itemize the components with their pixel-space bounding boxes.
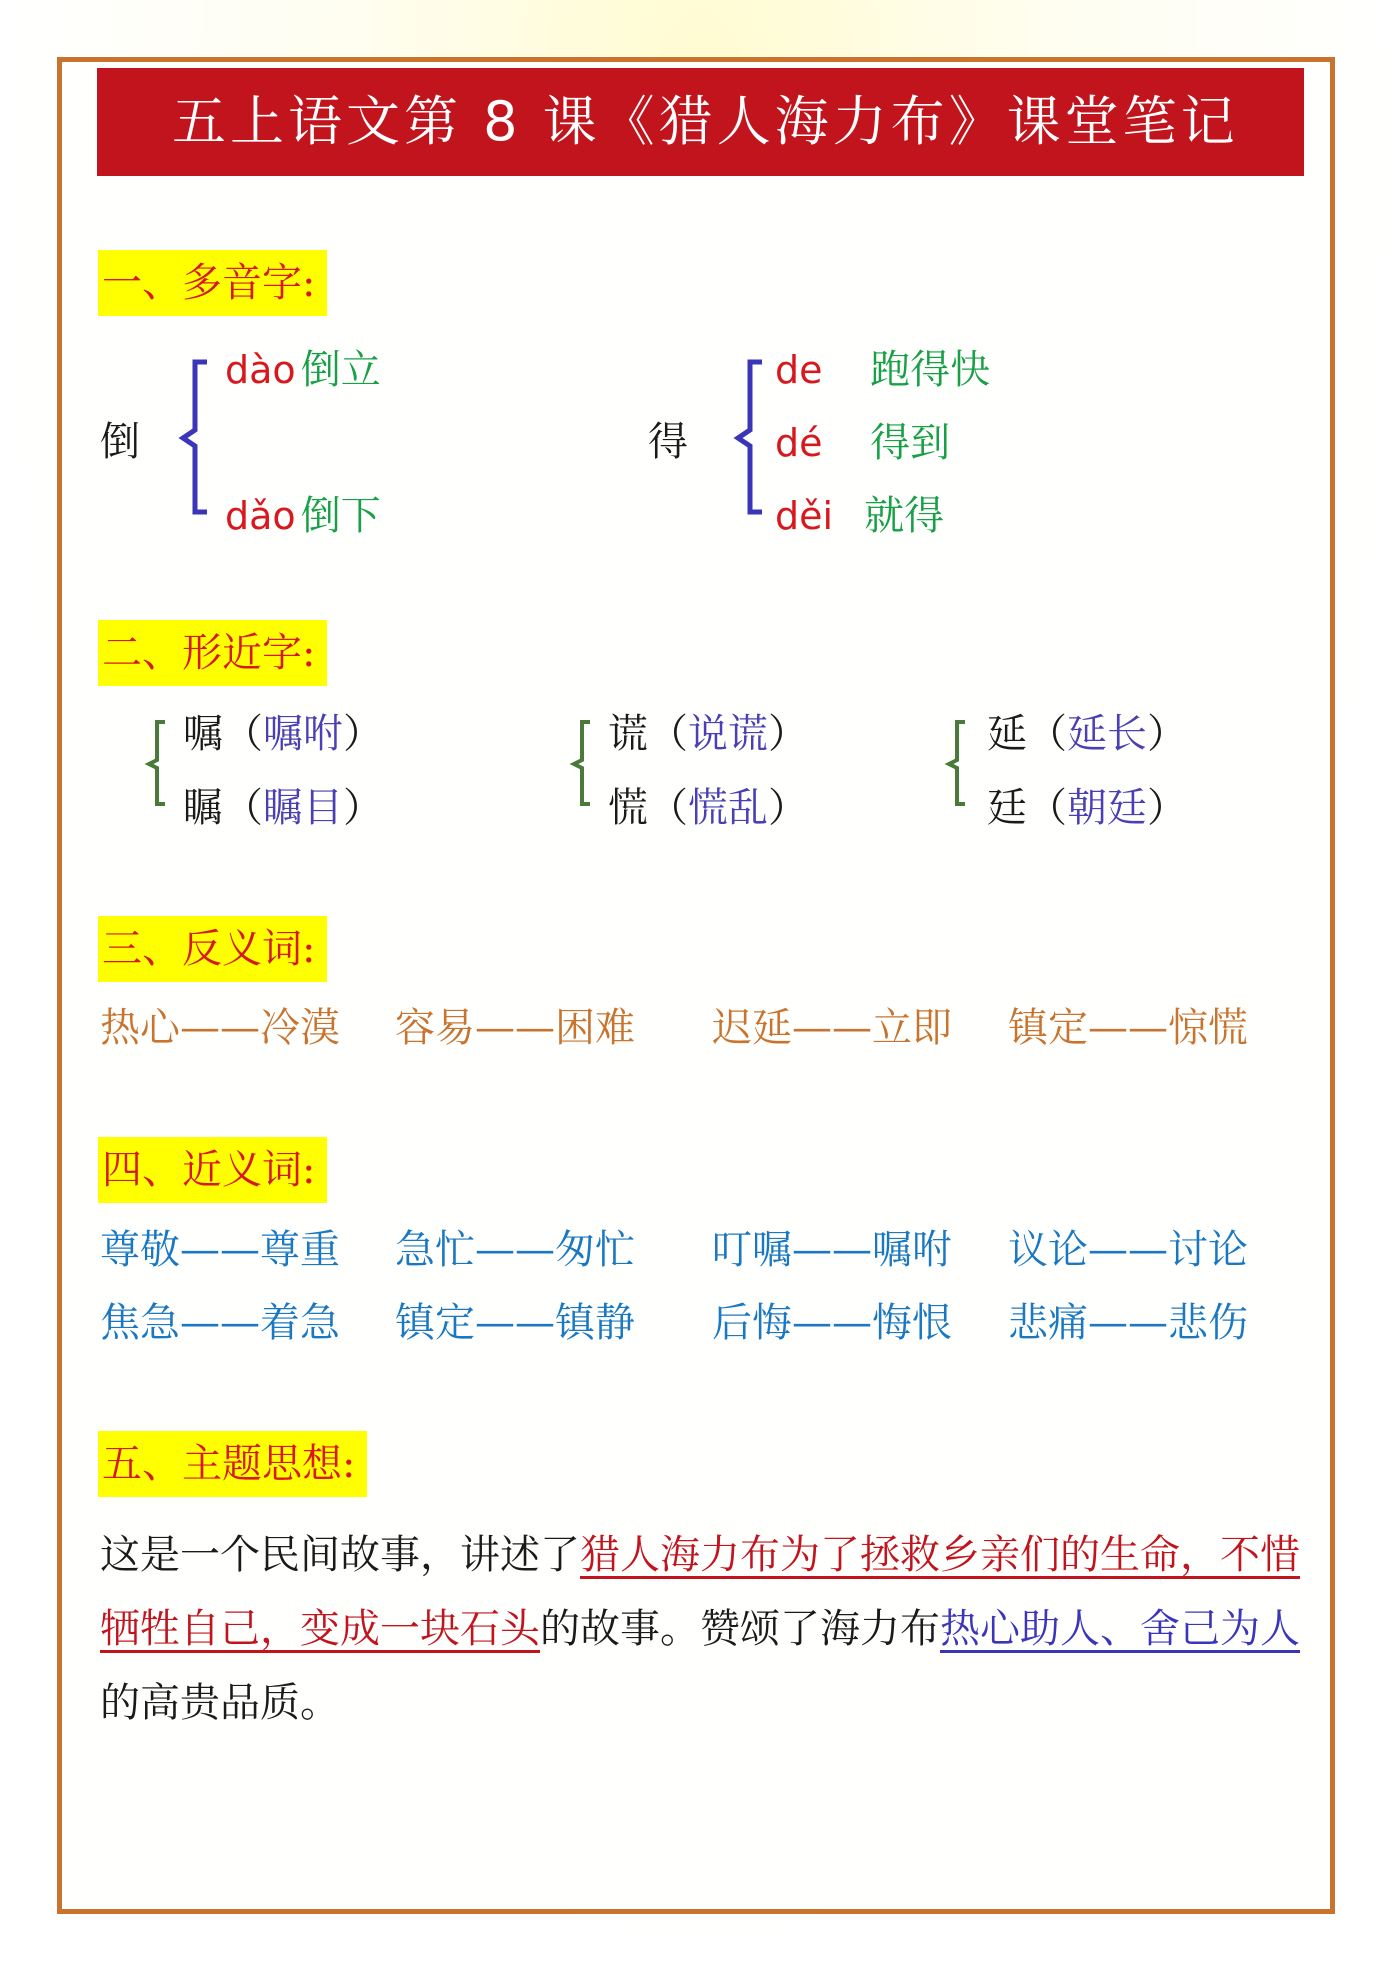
polyphonic-entry: dé 得到	[775, 420, 951, 466]
page-title: 五上语文第 8 课《猎人海力布》课堂笔记	[97, 68, 1304, 176]
synonym-pair: 急忙——匆忙	[395, 1227, 635, 1273]
synonym-pair: 议论——讨论	[1008, 1227, 1248, 1273]
section-heading-antonyms: 三、反义词:	[98, 916, 327, 982]
theme-highlight-blue: 热心助人、舍己为人	[940, 1606, 1300, 1652]
theme-text: 这是一个民间故事，讲述了	[100, 1532, 580, 1578]
section-heading-polyphonic: 一、多音字:	[98, 250, 327, 316]
theme-text: 的故事。赞颂了海力布	[540, 1606, 940, 1652]
theme-paragraph	[100, 1518, 1300, 1740]
antonym-pair: 热心——冷漠	[100, 1005, 340, 1051]
section-heading-theme: 五、主题思想:	[98, 1431, 367, 1497]
brace-icon	[945, 718, 975, 808]
polyphonic-char-de: 得	[648, 419, 688, 465]
synonym-pair: 镇定——镇静	[395, 1300, 635, 1346]
section-heading-similar-chars: 二、形近字:	[98, 620, 327, 686]
brace-icon	[570, 718, 600, 808]
theme-highlight-red: 猎人海力布为了拯救乡亲们的生命，不惜牺牲自己，变成一块石头	[100, 1532, 1300, 1652]
antonym-pair: 镇定——惊慌	[1008, 1005, 1248, 1051]
synonym-pair: 尊敬——尊重	[100, 1227, 340, 1273]
similar-char-entry: 廷（朝廷）	[987, 785, 1187, 831]
synonym-pair: 悲痛——悲伤	[1008, 1300, 1248, 1346]
similar-char-entry: 延（延长）	[987, 711, 1187, 757]
synonym-pair: 叮嘱——嘱咐	[712, 1227, 952, 1273]
section-heading-synonyms: 四、近义词:	[98, 1137, 327, 1203]
similar-char-entry: 瞩（瞩目）	[183, 785, 383, 831]
synonym-pair: 焦急——着急	[100, 1300, 340, 1346]
theme-text: 的高贵品质。	[100, 1680, 340, 1726]
similar-char-entry: 嘱（嘱咐）	[183, 711, 383, 757]
polyphonic-entry: děi 就得	[775, 493, 945, 539]
polyphonic-entry: dào 倒立	[225, 347, 381, 393]
antonym-pair: 迟延——立即	[712, 1005, 952, 1051]
similar-char-entry: 慌（慌乱）	[608, 785, 808, 831]
antonym-pair: 容易——困难	[395, 1005, 635, 1051]
brace-icon	[145, 718, 175, 808]
polyphonic-entry: dǎo 倒下	[225, 493, 381, 539]
polyphonic-entry: de 跑得快	[775, 347, 991, 393]
polyphonic-char-dao: 倒	[100, 419, 140, 465]
similar-char-entry: 谎（说谎）	[608, 711, 808, 757]
brace-icon	[730, 358, 770, 518]
brace-icon	[175, 358, 215, 518]
synonym-pair: 后悔——悔恨	[712, 1300, 952, 1346]
